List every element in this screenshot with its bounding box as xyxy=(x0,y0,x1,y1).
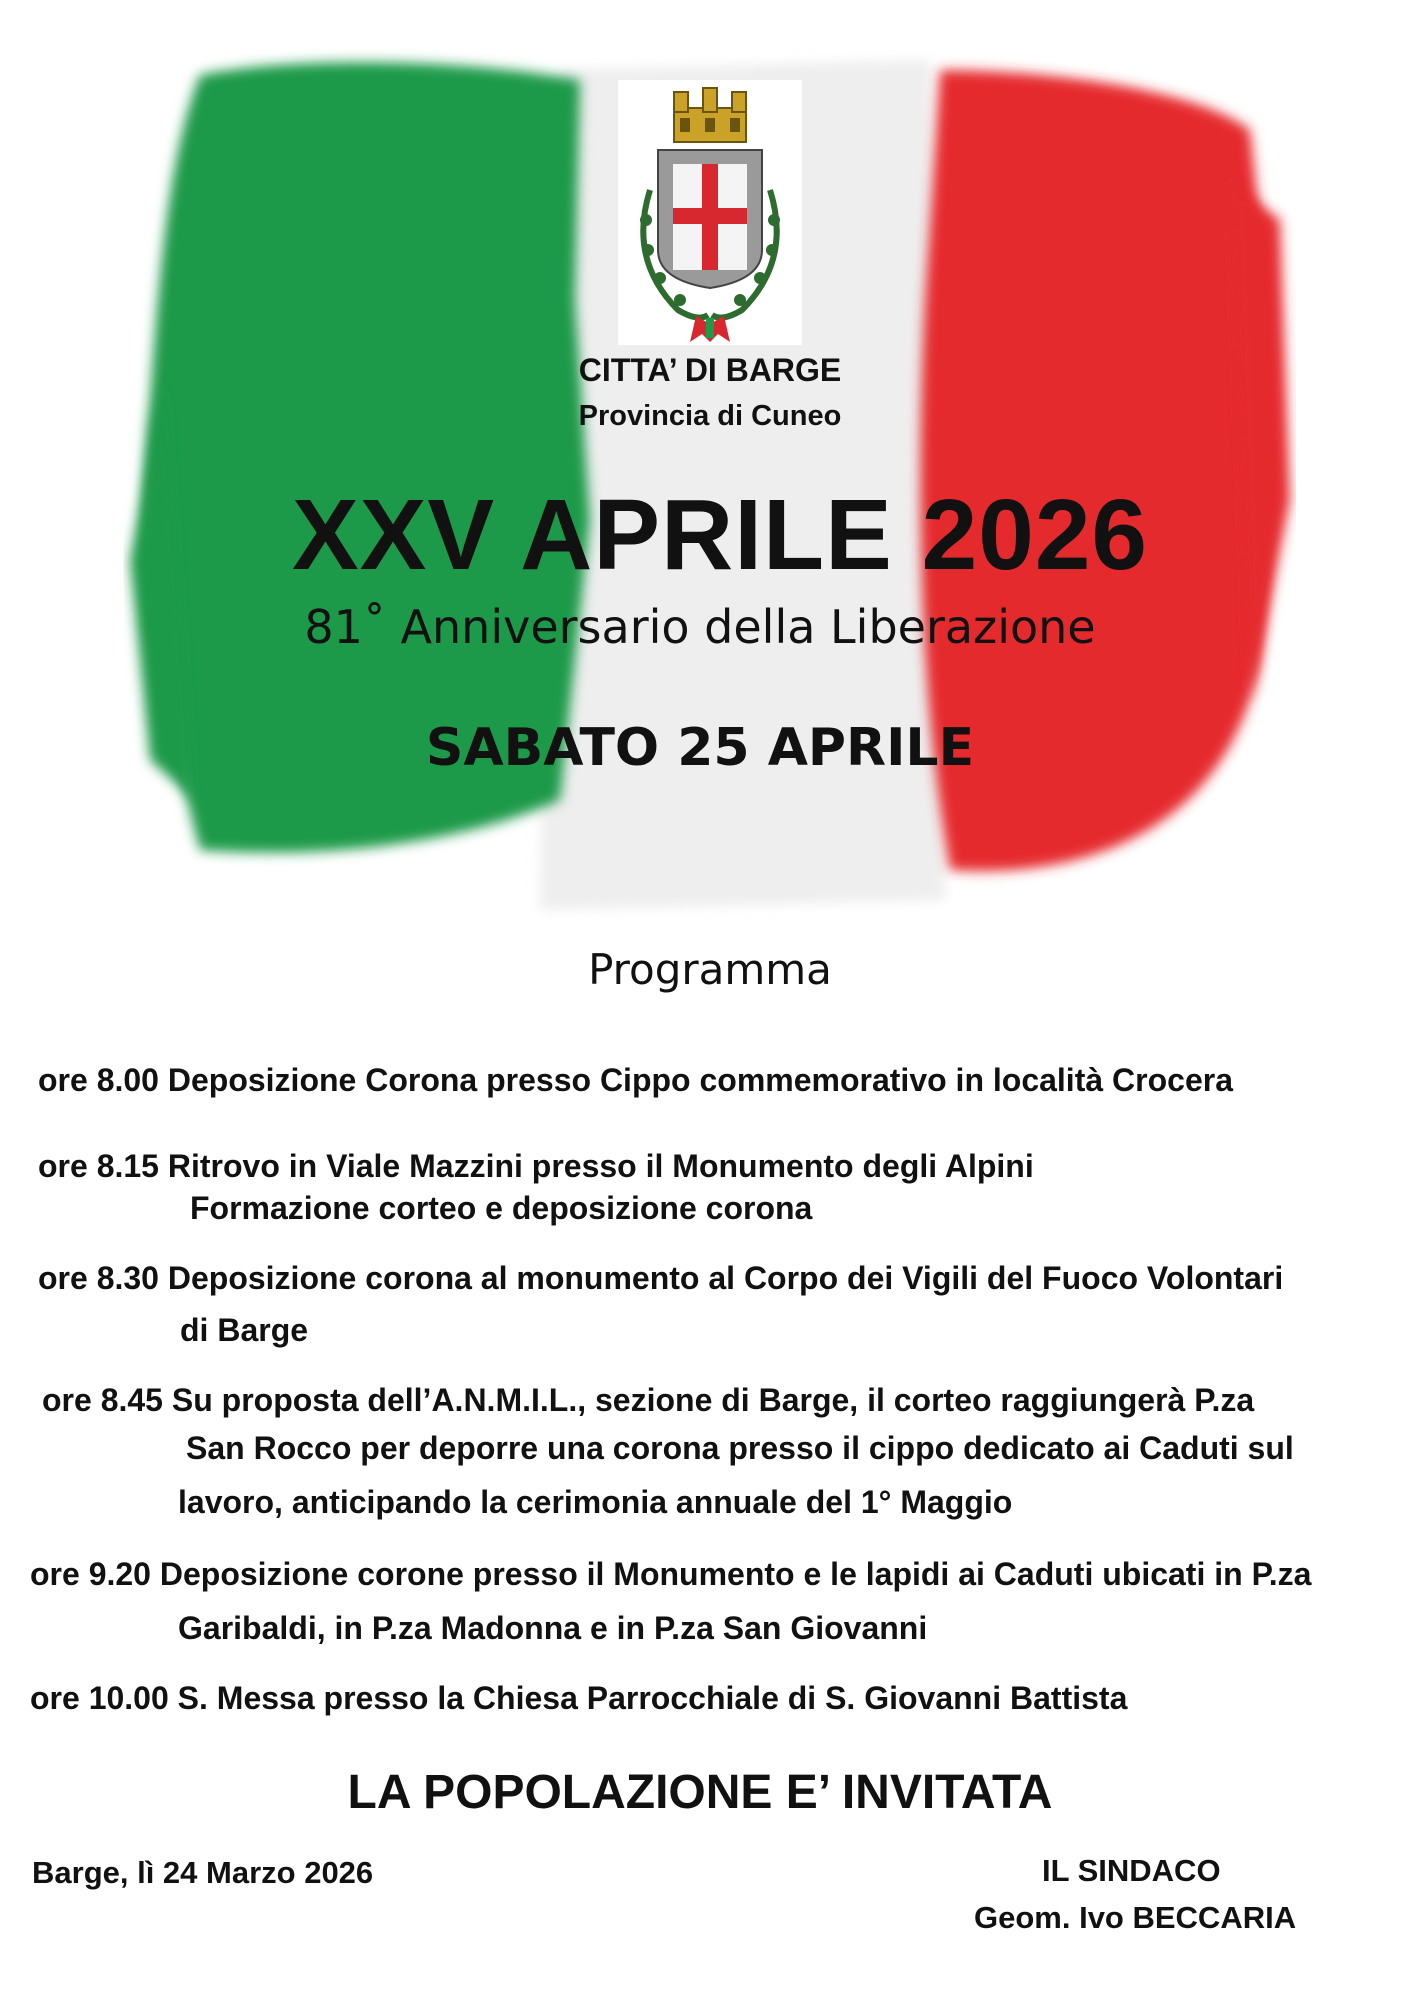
program-item-5-cont: Garibaldi, in P.za Madonna e in P.za San Giovanni xyxy=(178,1610,928,1646)
program-item-4-cont2: lavoro, anticipando la cerimonia annuale del 1° Maggio xyxy=(178,1484,1013,1520)
program-item-3: ore 8.30 Deposizione corona al monumento al Corpo dei Vigili del Fuoco Volontari xyxy=(38,1260,1284,1296)
place-date: Barge, lì 24 Marzo 2026 xyxy=(32,1855,374,1890)
event-date: SABATO 25 APRILE xyxy=(425,718,975,778)
city-name: CITTA’ DI BARGE xyxy=(578,352,842,388)
program-item-3-cont: di Barge xyxy=(180,1312,309,1348)
province-name: Provincia di Cuneo xyxy=(578,400,842,432)
program-item-4-cont: San Rocco per deporre una corona presso il cippo dedicato ai Caduti sul xyxy=(186,1430,1294,1466)
crest-icon xyxy=(618,80,802,345)
mayor-role: IL SINDACO xyxy=(1042,1853,1221,1888)
invitation-text: LA POPOLAZIONE E’ INVITATA xyxy=(347,1766,1053,1819)
program-title: Programma xyxy=(588,945,832,994)
program-item-1: ore 8.00 Deposizione Corona presso Cippo commemorativo in località Crocera xyxy=(38,1062,1233,1098)
mayor-name: Geom. Ivo BECCARIA xyxy=(974,1900,1297,1935)
program-item-2: ore 8.15 Ritrovo in Viale Mazzini presso il Monumento degli Alpini xyxy=(38,1148,1034,1184)
event-title: XXV APRILE 2026 xyxy=(291,479,1149,591)
anniversary-subtitle: 81˚ Anniversario della Liberazione xyxy=(304,600,1096,654)
program-item-2-cont: Formazione corteo e deposizione corona xyxy=(190,1190,813,1226)
program-item-5: ore 9.20 Deposizione corone presso il Monumento e le lapidi ai Caduti ubicati in P.za xyxy=(30,1556,1312,1592)
program-item-6: ore 10.00 S. Messa presso la Chiesa Parrocchiale di S. Giovanni Battista xyxy=(30,1680,1128,1716)
barge-coat-of-arms xyxy=(618,80,802,345)
program-item-4: ore 8.45 Su proposta dell’A.N.M.I.L., sezione di Barge, il corteo raggiungerà P.za xyxy=(42,1382,1255,1418)
